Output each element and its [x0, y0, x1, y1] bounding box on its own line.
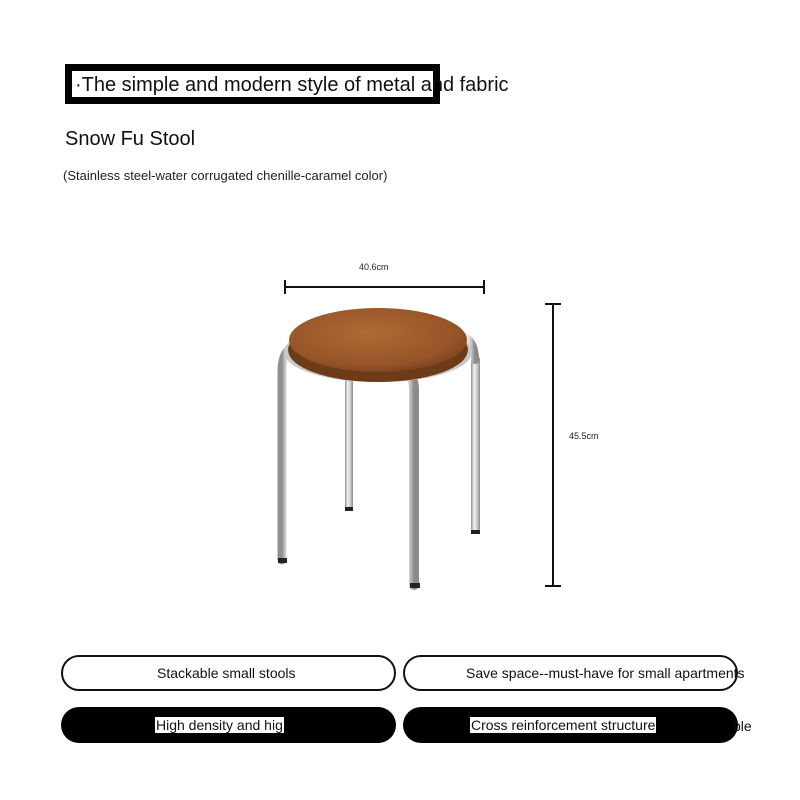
feature-cross-structure — [403, 707, 738, 743]
feature-cross-structure-label: Cross reinforcement structure — [471, 717, 656, 733]
feature-save-space — [403, 655, 745, 691]
height-label: 45.5cm — [569, 431, 599, 441]
width-label: 40.6cm — [359, 262, 389, 272]
product-name: Snow Fu Stool — [65, 128, 196, 150]
feature-save-space-label: Save space--must-have for small apartments — [466, 665, 745, 681]
feature-stackable-label: Stackable small stools — [157, 665, 296, 681]
width-dimension-line — [285, 280, 484, 294]
feature-stackable — [61, 655, 396, 691]
feature-high-density-label: High density and hig — [156, 717, 283, 733]
feature-overflow-text: ble — [733, 718, 752, 734]
height-dimension-line — [545, 304, 561, 586]
feature-high-density — [61, 707, 396, 743]
product-subtitle: (Stainless steel-water corrugated chenille-caramel color) — [63, 168, 388, 183]
headline: ·The simple and modern style of metal and fabric — [75, 74, 509, 96]
stool-cushion — [288, 308, 468, 382]
